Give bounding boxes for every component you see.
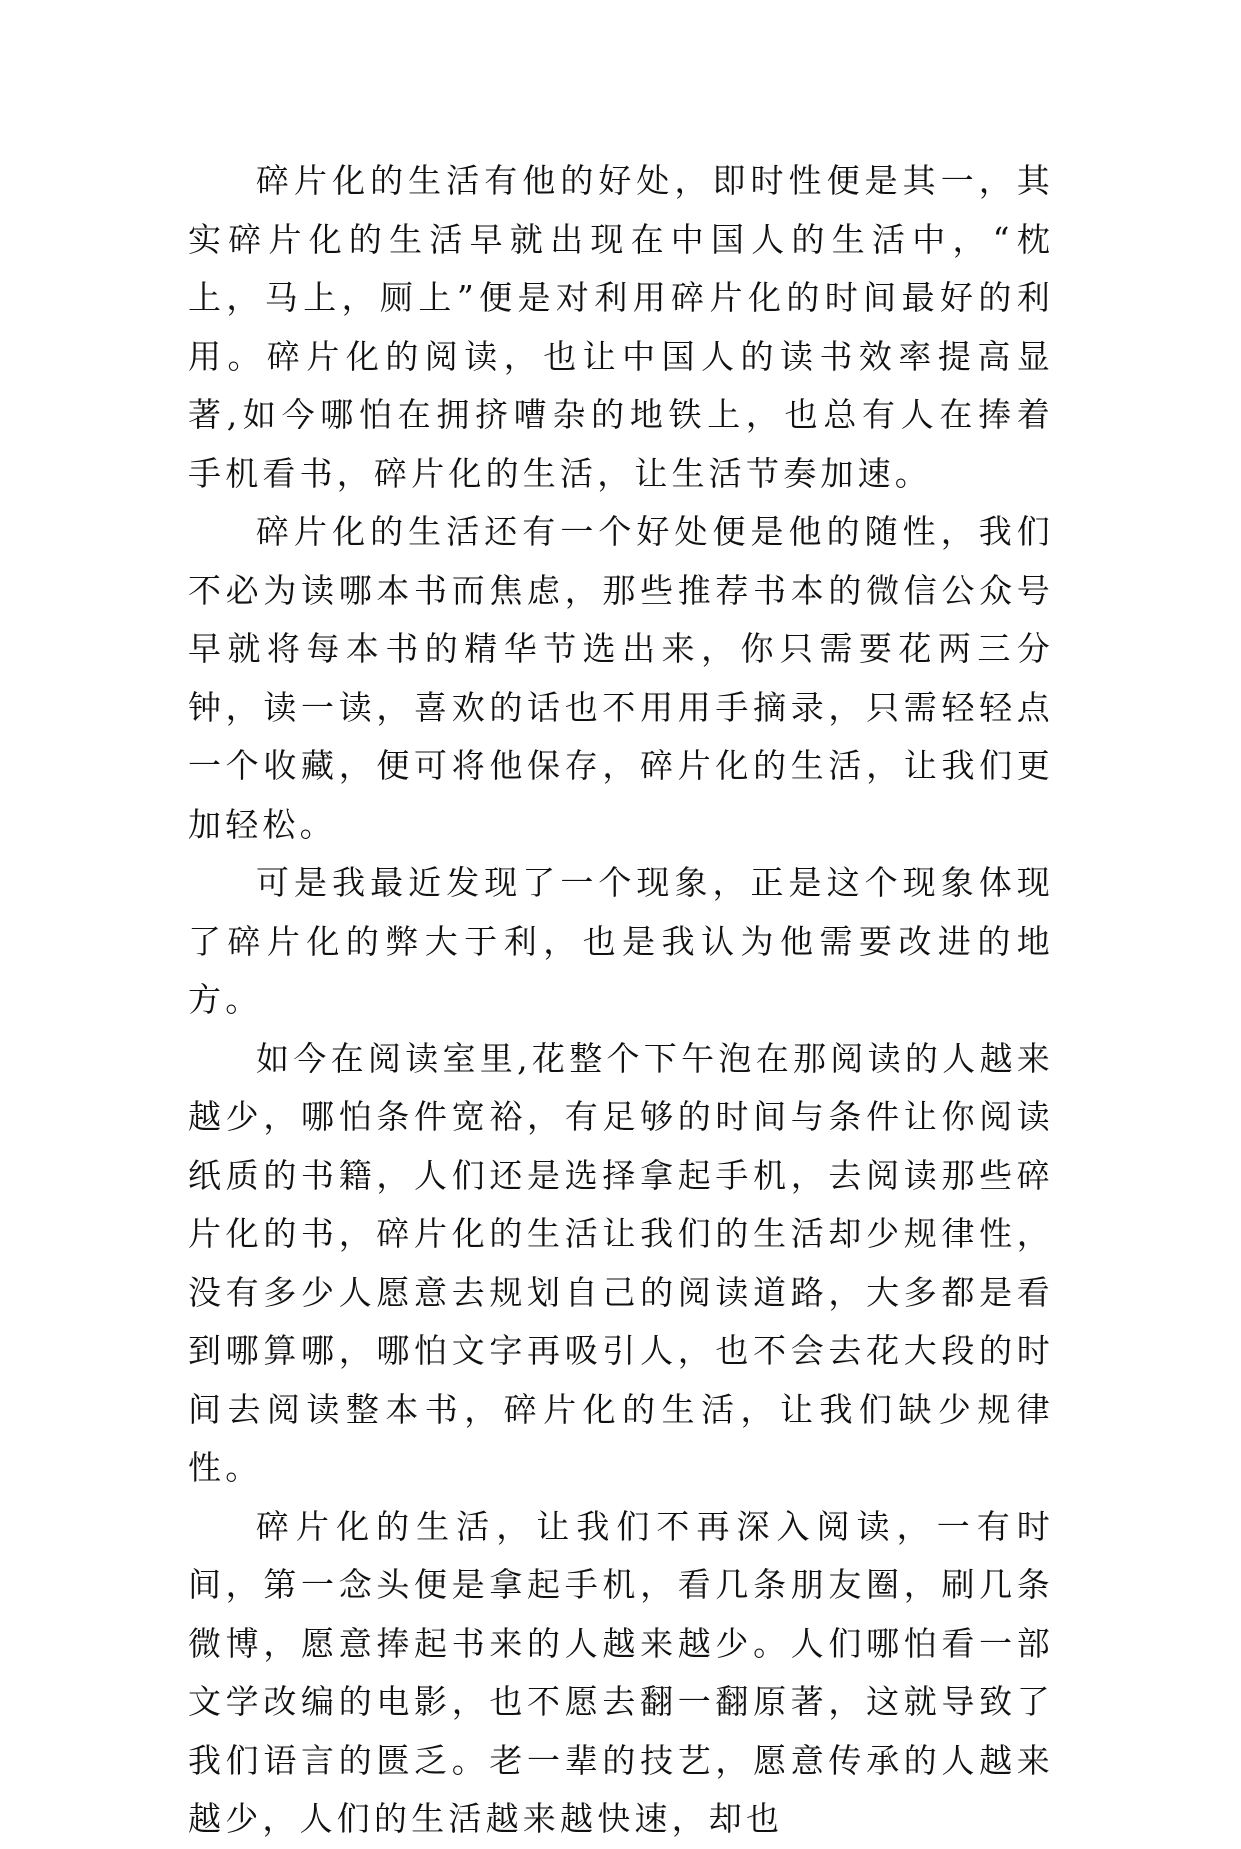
paragraph-3: 可是我最近发现了一个现象，正是这个现象体现了碎片化的弊大于利，也是我认为他需要改进的地方。 bbox=[188, 863, 1054, 1019]
paragraph-2: 碎片化的生活还有一个好处便是他的随性，我们不必为读哪本书而焦虑，那些推荐书本的微信公众号早就将每本书的精华节选出来，你只需要花两三分钟，读一读，喜欢的话也不用用手摘录，只需轻轻点一个收藏，便可将他保存，碎片化的生活，让我们更加轻松。 bbox=[188, 512, 1054, 844]
paragraph-5: 碎片化的生活，让我们不再深入阅读，一有时间，第一念头便是拿起手机，看几条朋友圈，刷几条微博，愿意捧起书来的人越来越少。人们哪怕看一部文学改编的电影，也不愿去翻一翻原著，这就导致了我们语言的匮乏。老一辈的技艺，愿意传承的人越来越少，人们的生活越来越快速，却也 bbox=[188, 1506, 1054, 1838]
document-body bbox=[188, 152, 1054, 1849]
paragraph-4: 如今在阅读室里,花整个下午泡在那阅读的人越来越少，哪怕条件宽裕，有足够的时间与条件让你阅读纸质的书籍，人们还是选择拿起手机，去阅读那些碎片化的书，碎片化的生活让我们的生活却少规律性，没有多少人愿意去规划自己的阅读道路，大多都是看到哪算哪，哪怕文字再吸引人，也不会去花大段的时间去阅读整本书，碎片化的生活，让我们缺少规律性。 bbox=[188, 1038, 1054, 1487]
paragraph-1: 碎片化的生活有他的好处，即时性便是其一，其实碎片化的生活早就出现在中国人的生活中，“枕上，马上，厕上”便是对利用碎片化的时间最好的利用。碎片化的阅读，也让中国人的读书效率提高显著,如今哪怕在拥挤嘈杂的地铁上，也总有人在捧着手机看书，碎片化的生活，让生活节奏加速。 bbox=[188, 161, 1054, 493]
